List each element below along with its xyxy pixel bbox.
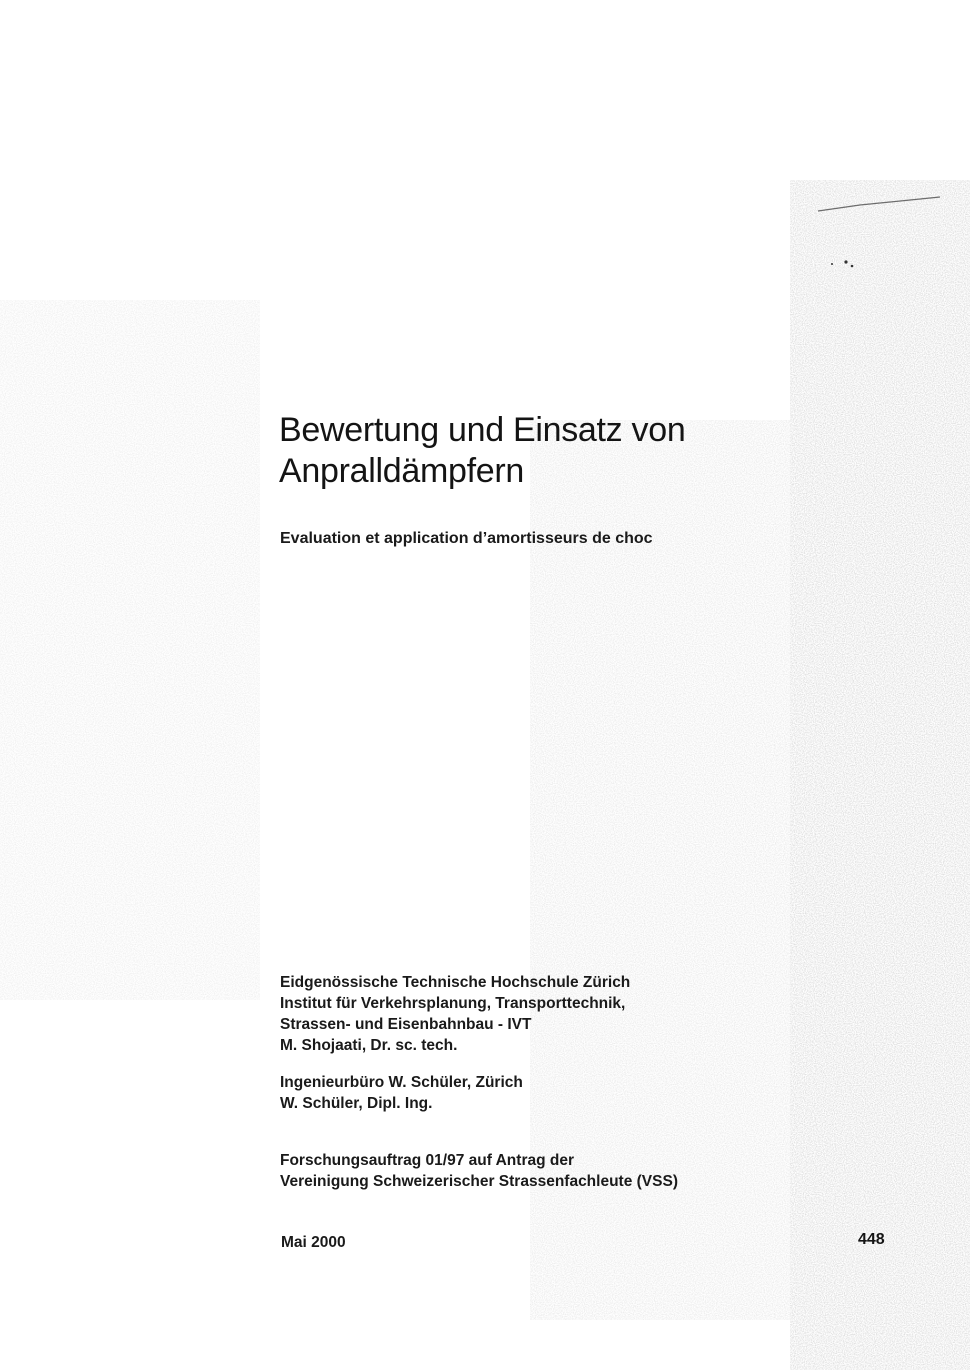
institution-line-2: Institut für Verkehrsplanung, Transporttechnik,: [280, 995, 626, 1012]
publication-date: Mai 2000: [281, 1234, 346, 1251]
office-line-1: Ingenieurbüro W. Schüler, Zürich: [280, 1074, 523, 1091]
office-block: [280, 1072, 523, 1114]
institution-line-3: Strassen- und Eisenbahnbau - IVT: [280, 1016, 532, 1033]
institution-block: [280, 972, 630, 1056]
office-line-2: W. Schüler, Dipl. Ing.: [280, 1095, 433, 1112]
institution-line-1: Eidgenössische Technische Hochschule Zürich: [280, 974, 631, 991]
mandate-line-2: Vereinigung Schweizerischer Strassenfachleute (VSS): [280, 1173, 678, 1190]
title-line-1: Bewertung und Einsatz von: [279, 411, 686, 449]
mandate-block: [280, 1150, 678, 1192]
institution-line-4: M. Shojaati, Dr. sc. tech.: [280, 1037, 458, 1054]
report-number: 448: [858, 1231, 885, 1248]
document-title: [279, 410, 685, 492]
document-subtitle: Evaluation et application d’amortisseurs de choc: [280, 530, 653, 547]
title-line-2: Anpralldämpfern: [279, 452, 524, 490]
mandate-line-1: Forschungsauftrag 01/97 auf Antrag der: [280, 1152, 574, 1169]
